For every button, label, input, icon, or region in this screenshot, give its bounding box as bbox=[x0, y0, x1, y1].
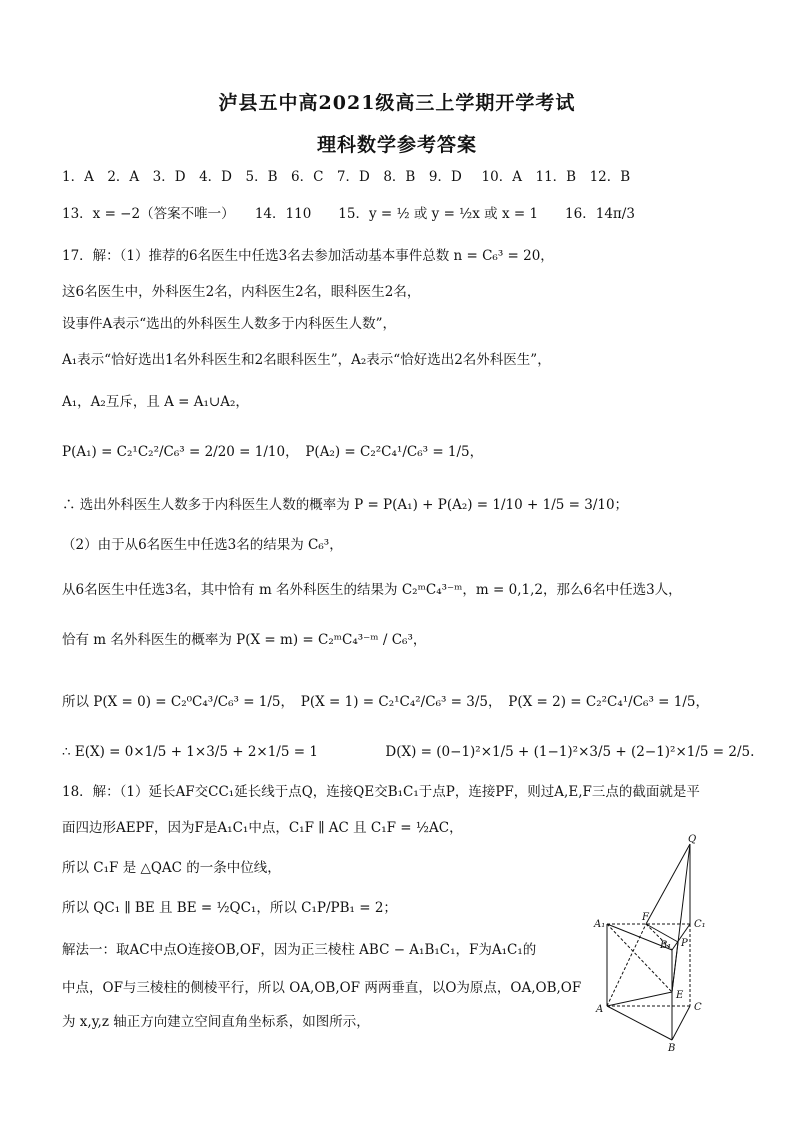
q17-line-8: （2）由于从6名医生中任选3名的结果为 C₆³， bbox=[62, 537, 343, 553]
label-B: B bbox=[668, 1043, 676, 1052]
q17-line-5: A₁，A₂互斥，且 A = A₁∪A₂， bbox=[62, 394, 249, 410]
label-B1: B₁ bbox=[660, 940, 672, 951]
q17-line-1: 17．解：（1）推荐的6名医生中任选3名去参加活动基本事件总数 n = C₆³ = 20， bbox=[62, 248, 554, 264]
label-A: A bbox=[596, 1004, 604, 1015]
label-E: E bbox=[676, 990, 684, 1001]
label-Q: Q bbox=[688, 834, 697, 845]
q17-line-6: P(A₁) = C₂¹C₂²/C₆³ = 2/20 = 1/10， P(A₂) = C₂²C₄¹/C₆³ = 1/5， bbox=[62, 444, 484, 460]
q17-line-9: 从6名医生中任选3名，其中恰有 m 名外科医生的结果为 C₂ᵐC₄³⁻ᵐ，m = 0,1,2，那么6名中任选3人， bbox=[62, 582, 682, 598]
q18-line-4: 所以 QC₁ ∥ BE 且 BE = ½QC₁，所以 C₁P/PB₁ = 2； bbox=[62, 900, 397, 916]
q18-line-3: 所以 C₁F 是 △QAC 的一条中位线， bbox=[62, 860, 281, 876]
q17-line-12: ∴ E(X) = 0×1/5 + 1×3/5 + 2×1/5 = 1 D(X) = (0−1)²×1/5 + (1−1)²×3/5 + (2−1)²×1/5 = 2/5. bbox=[62, 744, 755, 760]
prism-figure bbox=[592, 832, 722, 1052]
q17-line-11: 所以 P(X = 0) = C₂⁰C₄³/C₆³ = 1/5， P(X = 1) = C₂¹C₄²/C₆³ = 3/5， P(X = 2) = C₂²C₄¹/C₆³ = 1/5， bbox=[62, 694, 709, 710]
fill-blank-answers-line: 13．x = −2（答案不唯一） 14．110 15．y = ½ 或 y = ½x 或 x = 1 16．14π/3 bbox=[62, 206, 635, 222]
q18-line-6: 中点，OF与三棱柱的侧棱平行，所以 OA,OB,OF 两两垂直，以O为原点，OA,OB,OF bbox=[62, 980, 582, 996]
page-title: 泸县五中高2021级高三上学期开学考试 bbox=[218, 92, 576, 114]
label-A1: A₁ bbox=[594, 919, 606, 930]
q18-line-2: 面四边形AEPF，因为F是A₁C₁中点，C₁F ∥ AC 且 C₁F = ½AC， bbox=[62, 820, 463, 836]
q18-line-1: 18．解：（1）延长AF交CC₁延长线于点Q，连接QE交B₁C₁于点P，连接PF，则过A,E,F三点的截面就是平 bbox=[62, 784, 700, 800]
label-C: C bbox=[694, 1002, 702, 1013]
q17-line-2: 这6名医生中，外科医生2名，内科医生2名，眼科医生2名， bbox=[62, 284, 421, 300]
q17-line-3: 设事件A表示“选出的外科医生人数多于内科医生人数”， bbox=[62, 316, 397, 332]
label-P: P bbox=[681, 938, 688, 949]
page-subtitle: 理科数学参考答案 bbox=[316, 134, 477, 156]
label-F: F bbox=[642, 912, 649, 923]
q18-line-7: 为 x,y,z 轴正方向建立空间直角坐标系，如图所示， bbox=[62, 1014, 370, 1030]
q18-line-5: 解法一：取AC中点O连接OB,OF，因为正三棱柱 ABC − A₁B₁C₁，F为A₁C₁的 bbox=[62, 942, 537, 958]
q17-line-7: ∴ 选出外科医生人数多于内科医生人数的概率为 P = P(A₁) + P(A₂) = 1/10 + 1/5 = 3/10； bbox=[62, 497, 629, 513]
label-C1: C₁ bbox=[694, 919, 706, 930]
q17-line-10: 恰有 m 名外科医生的概率为 P(X = m) = C₂ᵐC₄³⁻ᵐ / C₆³， bbox=[62, 632, 427, 648]
q17-line-4: A₁表示“恰好选出1名外科医生和2名眼科医生”，A₂表示“恰好选出2名外科医生”， bbox=[62, 352, 551, 368]
choice-answers-line: 1．A 2．A 3．D 4．D 5．B 6．C 7．D 8．B 9．D 10．A 11．B 12．B bbox=[62, 169, 631, 185]
